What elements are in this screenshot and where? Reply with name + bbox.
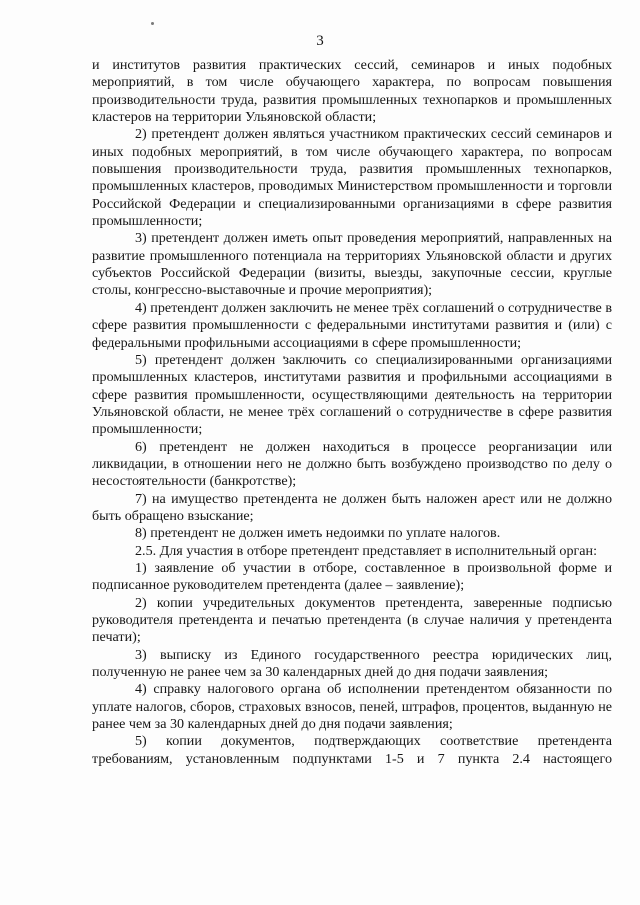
scan-speck — [151, 22, 154, 25]
paragraph: 4) справку налогового органа об исполнении претендентом обязанности по уплате налогов, сборов, страховых взносов, пеней, штрафов, процентов, выданную не ранее чем за 30 календарных дней до дня подачи заявления; — [92, 681, 612, 733]
paragraph: 8) претендент не должен иметь недоимки по уплате налогов. — [135, 525, 501, 542]
paragraph: 2) копии учредительных документов претендента, заверенные подписью руководителя претендента и печатью претендента (в случае наличия у претендента печати); — [92, 594, 612, 646]
paragraph: 3) выписку из Единого государственного реестра юридических лиц, полученную не ранее чем за 30 календарных дней до дня подачи заявления; — [92, 646, 612, 681]
paragraph: и институтов развития практических сессий, семинаров и иных подобных мероприятий, в том числе обучающего характера, по вопросам повышения производительности труда, развития промышленных технопарков и промышленных кластеров на территории Ульяновской области; — [92, 57, 612, 126]
paragraph: 6) претендент не должен находиться в процессе реорганизации или ликвидации, в отношении него не должно быть возбуждено производство по делу о несостоятельности (банкротстве); — [92, 438, 612, 490]
page-number: 3 — [316, 33, 324, 49]
paragraph: 5) копии документов, подтверждающих соответствие претендента требованиям, установленным подпунктами 1-5 и 7 пункта 2.4 настоящего — [92, 733, 612, 767]
paragraph: 4) претендент должен заключить не менее трёх соглашений о сотрудничестве в сфере развития промышленности с федеральными институтами развития и (или) с федеральными профильными ассоциациями в сфере промышленности; — [92, 299, 612, 351]
paragraph: 3) претендент должен иметь опыт проведения мероприятий, направленных на развитие промышленного потенциала на территориях Ульяновской области и других субъектов Российской Федерации (визиты, выезды, закупочные сессии, круглые столы, конгрессно-выставочные и прочие мероприятия); — [92, 230, 612, 299]
paragraph: 2.5. Для участия в отборе претендент представляет в исполнительный орган: — [135, 542, 597, 559]
paragraph: 2) претендент должен являться участником практических сессий семинаров и иных подобных мероприятий, в том числе обучающего характера, по вопросам повышения производительности труда, развития промышленных технопарков, промышленных кластеров, проводимых Министерством промышленности и торговли Российской Федерации и специализированными организациями в сфере развития промышленности; — [92, 126, 612, 230]
paragraph: 5) претендент должен заключить со специализированными организациями промышленных кластеров, институтами развития и профильными ассоциациями в сфере развития промышленности, осуществляющими деятельность на территории Ульяновской области, не менее трёх соглашений о сотрудничестве в сфере развития промышленности; — [92, 351, 612, 438]
paragraph: 1) заявление об участии в отборе, составленное в произвольной форме и подписанное руководителем претендента (далее – заявление); — [92, 559, 612, 594]
document-body — [92, 57, 612, 768]
paragraph: 7) на имущество претендента не должен быть наложен арест или не должно быть обращено взыскание; — [92, 490, 612, 524]
